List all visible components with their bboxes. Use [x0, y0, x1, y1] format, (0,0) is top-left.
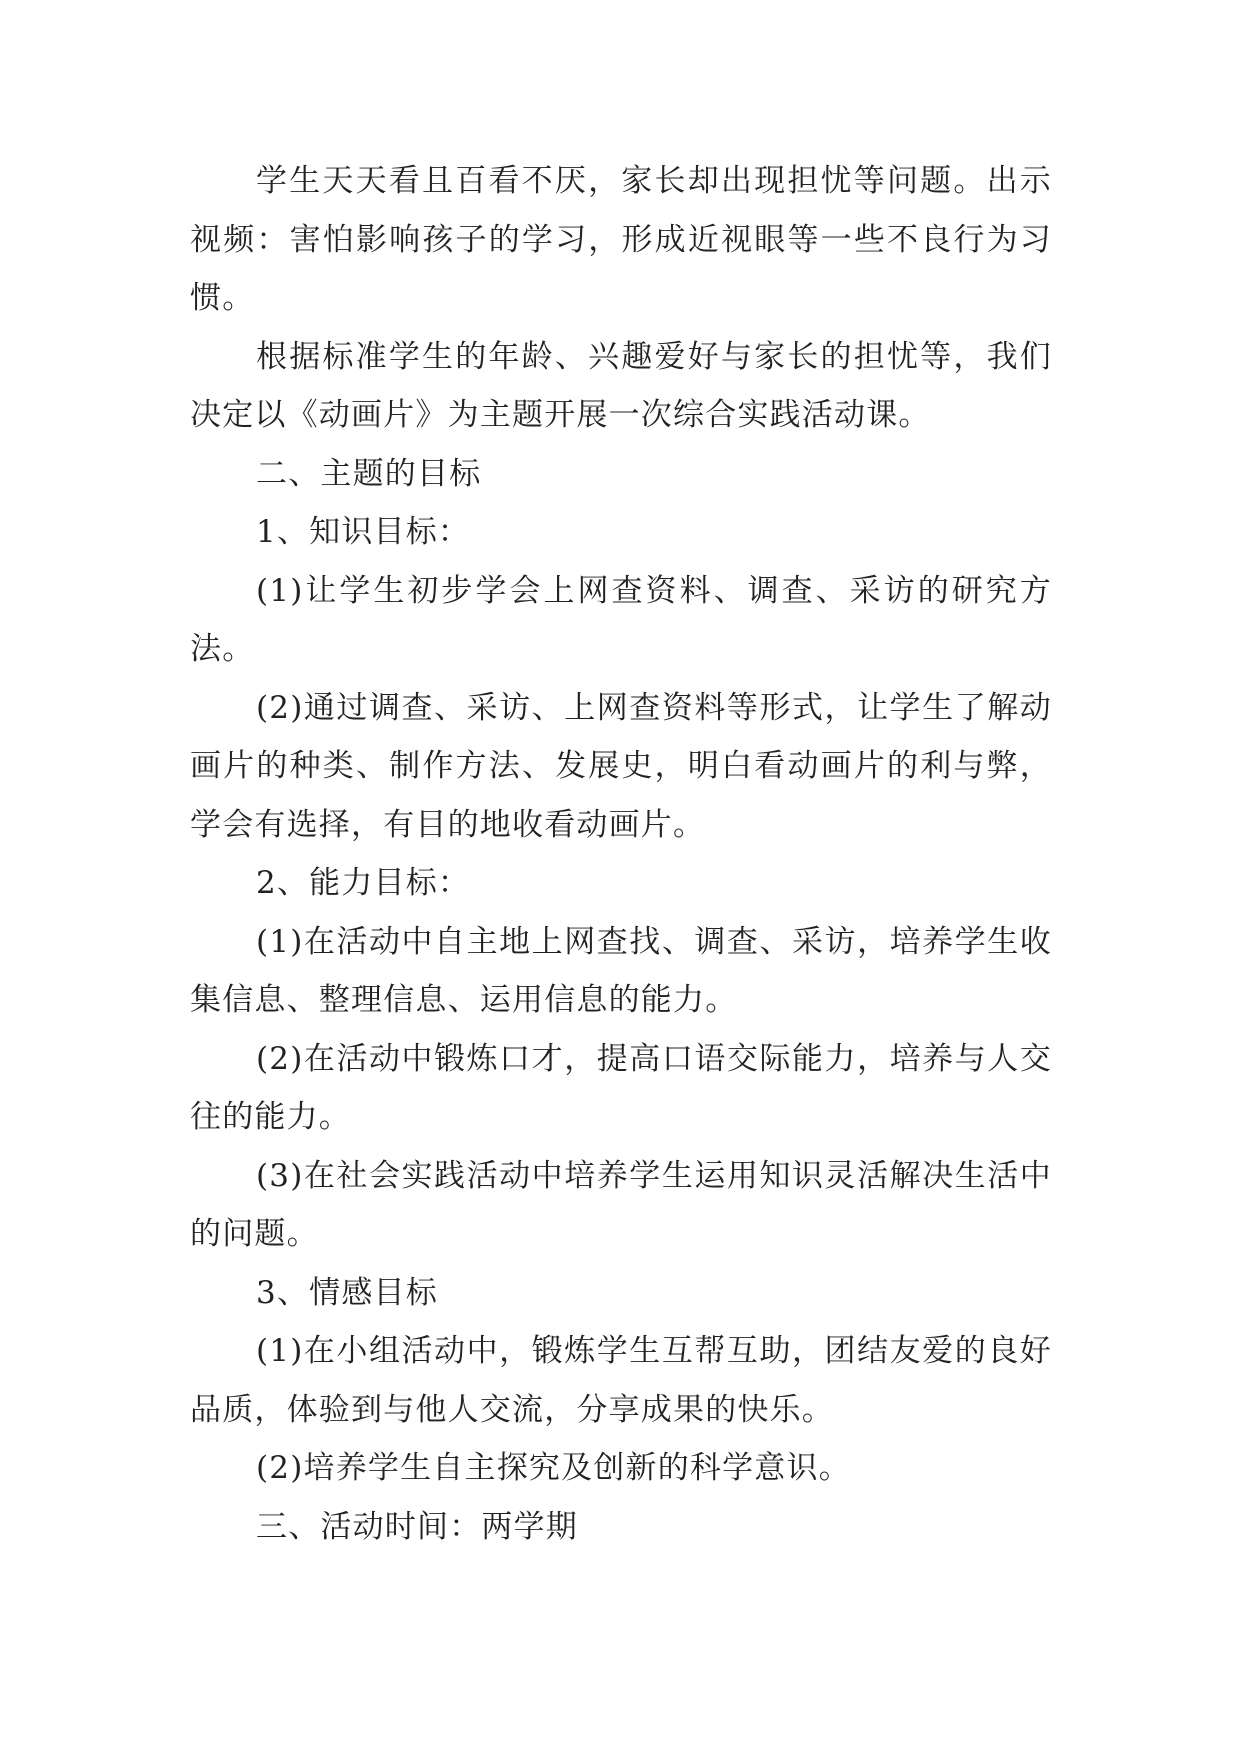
- paragraph-intro-worries: 学生天天看且百看不厌，家长却出现担忧等问题。出示视频：害怕影响孩子的学习，形成近视眼等一些不良行为习惯。: [190, 163, 1052, 316]
- subheading-emotion-goals: 3、情感目标: [256, 1274, 438, 1311]
- list-item-knowledge-2: (2)通过调查、采访、上网查资料等形式，让学生了解动画片的种类、制作方法、发展史，明白看动画片的利与弊，学会有选择，有目的地收看动画片。: [190, 689, 1052, 843]
- list-item-ability-3: (3)在社会实践活动中培养学生运用知识灵活解决生活中的问题。: [190, 1157, 1052, 1252]
- subheading-knowledge-goals: 1、知识目标：: [256, 514, 471, 550]
- list-item-ability-1: (1)在活动中自主地上网查找、调查、采访，培养学生收集信息、整理信息、运用信息的能力。: [190, 923, 1052, 1018]
- list-item-emotion-2: (2)培养学生自主探究及创新的科学意识。: [256, 1450, 851, 1486]
- section-heading-activity-time: 三、活动时间：两学期: [256, 1508, 578, 1545]
- section-heading-goals: 二、主题的目标: [256, 455, 482, 492]
- subheading-ability-goals: 2、能力目标：: [256, 865, 471, 901]
- list-item-ability-2: (2)在活动中锻炼口才，提高口语交际能力，培养与人交往的能力。: [190, 1040, 1052, 1135]
- list-item-emotion-1: (1)在小组活动中，锻炼学生互帮互助，团结友爱的良好品质，体验到与他人交流，分享成果的快乐。: [190, 1333, 1052, 1428]
- list-item-knowledge-1: (1)让学生初步学会上网查资料、调查、采访的研究方法。: [190, 572, 1052, 667]
- document-body: [190, 152, 1052, 1556]
- paragraph-theme-decision: 根据标准学生的年龄、兴趣爱好与家长的担忧等，我们决定以《动画片》为主题开展一次综合实践活动课。: [190, 338, 1052, 433]
